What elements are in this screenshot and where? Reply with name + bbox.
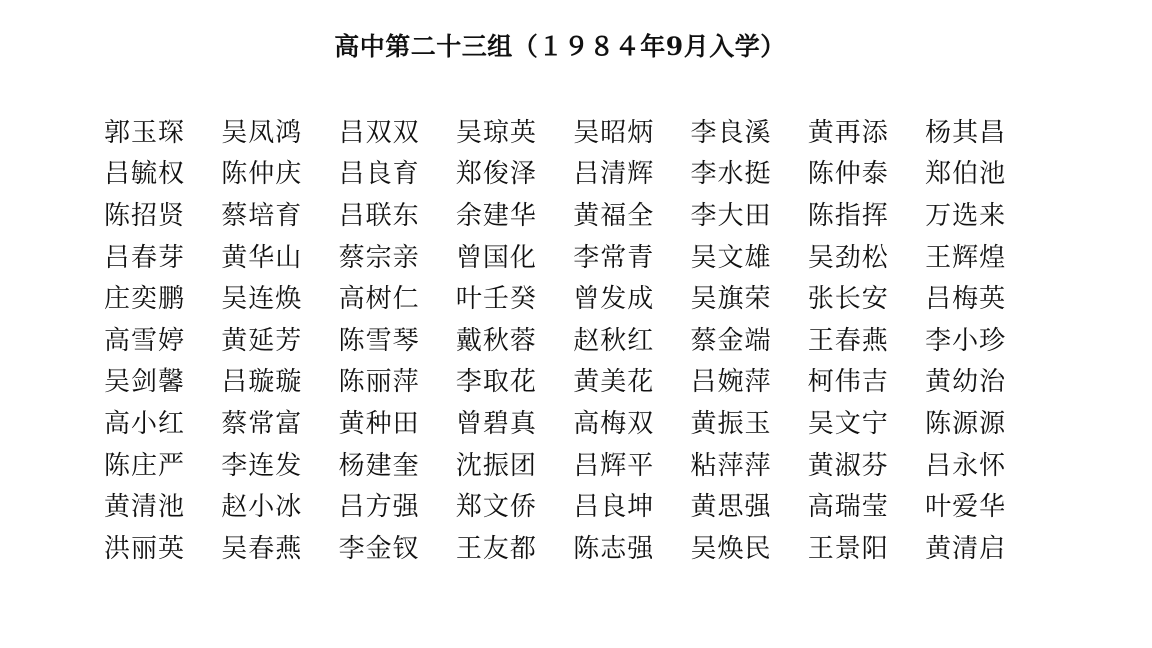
student-name: 陈仲泰 — [807, 159, 889, 190]
student-name: 李常青 — [573, 242, 655, 273]
student-name: 吕辉平 — [573, 450, 655, 481]
student-name: 万选来 — [925, 200, 1007, 231]
student-name: 柯伟吉 — [807, 367, 889, 398]
student-name: 吕璇璇 — [221, 367, 303, 398]
student-name: 李大田 — [690, 200, 772, 231]
student-name: 吕婉萍 — [690, 367, 772, 398]
student-name: 陈雪琴 — [338, 325, 420, 356]
student-name: 陈源源 — [925, 408, 1007, 439]
student-name: 陈指挥 — [807, 200, 889, 231]
student-name: 李连发 — [221, 450, 303, 481]
student-name: 杨建奎 — [338, 450, 420, 481]
student-name: 陈志强 — [573, 533, 655, 564]
student-name: 吕清辉 — [573, 159, 655, 190]
student-name: 庄奕鹏 — [104, 284, 186, 315]
student-name: 黄幼治 — [925, 367, 1007, 398]
student-name: 曾国化 — [455, 242, 537, 273]
student-name: 王辉煌 — [925, 242, 1007, 273]
student-name: 黄清池 — [104, 492, 186, 523]
student-name: 叶壬癸 — [455, 284, 537, 315]
student-name: 李金钗 — [338, 533, 420, 564]
student-name: 郑文侨 — [455, 492, 537, 523]
student-name: 吕梅英 — [925, 284, 1007, 315]
student-name: 高雪婷 — [104, 325, 186, 356]
student-name: 曾发成 — [573, 284, 655, 315]
student-name: 曾碧真 — [455, 408, 537, 439]
student-name: 吕双双 — [338, 117, 420, 148]
student-name: 吴连焕 — [221, 284, 303, 315]
page-title: 高中第二十三组（１９８４年9月入学） — [334, 32, 786, 61]
student-name: 沈振团 — [455, 450, 537, 481]
student-name: 吕毓权 — [104, 159, 186, 190]
student-name: 吴凤鸿 — [221, 117, 303, 148]
student-name: 高小红 — [104, 408, 186, 439]
student-name: 高瑞莹 — [807, 492, 889, 523]
student-name: 吴旗荣 — [690, 284, 772, 315]
student-name: 黄淑芬 — [807, 450, 889, 481]
student-name: 余建华 — [455, 200, 537, 231]
student-name: 吴劲松 — [807, 242, 889, 273]
student-name: 粘萍萍 — [690, 450, 772, 481]
student-name: 黄振玉 — [690, 408, 772, 439]
student-name: 李水挺 — [690, 159, 772, 190]
student-name: 黄种田 — [338, 408, 420, 439]
student-name: 李取花 — [455, 367, 537, 398]
student-name: 陈丽萍 — [338, 367, 420, 398]
student-name: 洪丽英 — [104, 533, 186, 564]
student-name: 蔡培育 — [221, 200, 303, 231]
student-name: 蔡常富 — [221, 408, 303, 439]
student-name: 黄美花 — [573, 367, 655, 398]
student-name: 蔡金端 — [690, 325, 772, 356]
student-name: 陈招贤 — [104, 200, 186, 231]
student-name: 高梅双 — [573, 408, 655, 439]
student-name: 吴焕民 — [690, 533, 772, 564]
student-name: 吴剑馨 — [104, 367, 186, 398]
student-name: 黄延芳 — [221, 325, 303, 356]
student-name: 李小珍 — [925, 325, 1007, 356]
student-name: 陈仲庆 — [221, 159, 303, 190]
student-name: 吕方强 — [338, 492, 420, 523]
student-name: 王景阳 — [807, 533, 889, 564]
student-name: 高树仁 — [338, 284, 420, 315]
student-name: 王友都 — [455, 533, 537, 564]
student-name: 吕永怀 — [925, 450, 1007, 481]
student-name: 蔡宗亲 — [338, 242, 420, 273]
student-name: 吕良育 — [338, 159, 420, 190]
student-name: 杨其昌 — [925, 117, 1007, 148]
student-name: 吴春燕 — [221, 533, 303, 564]
student-name: 郑俊泽 — [455, 159, 537, 190]
student-name: 张长安 — [807, 284, 889, 315]
student-name: 郑伯池 — [925, 159, 1007, 190]
student-name: 吕良坤 — [573, 492, 655, 523]
student-name: 赵秋红 — [573, 325, 655, 356]
student-name: 陈庄严 — [104, 450, 186, 481]
student-name: 吕春芽 — [104, 242, 186, 273]
student-name: 黄再添 — [807, 117, 889, 148]
student-name: 黄福全 — [573, 200, 655, 231]
student-name: 戴秋蓉 — [455, 325, 537, 356]
student-name: 李良溪 — [690, 117, 772, 148]
student-name: 王春燕 — [807, 325, 889, 356]
student-name: 黄清启 — [925, 533, 1007, 564]
student-name: 吴昭炳 — [573, 117, 655, 148]
student-name: 郭玉琛 — [104, 117, 186, 148]
student-name: 黄思强 — [690, 492, 772, 523]
name-grid — [104, 112, 1042, 570]
student-name: 赵小冰 — [221, 492, 303, 523]
student-name: 黄华山 — [221, 242, 303, 273]
student-name: 吕联东 — [338, 200, 420, 231]
student-name: 吴文宁 — [807, 408, 889, 439]
student-name: 吴琼英 — [455, 117, 537, 148]
student-name: 吴文雄 — [690, 242, 772, 273]
student-name: 叶爱华 — [925, 492, 1007, 523]
